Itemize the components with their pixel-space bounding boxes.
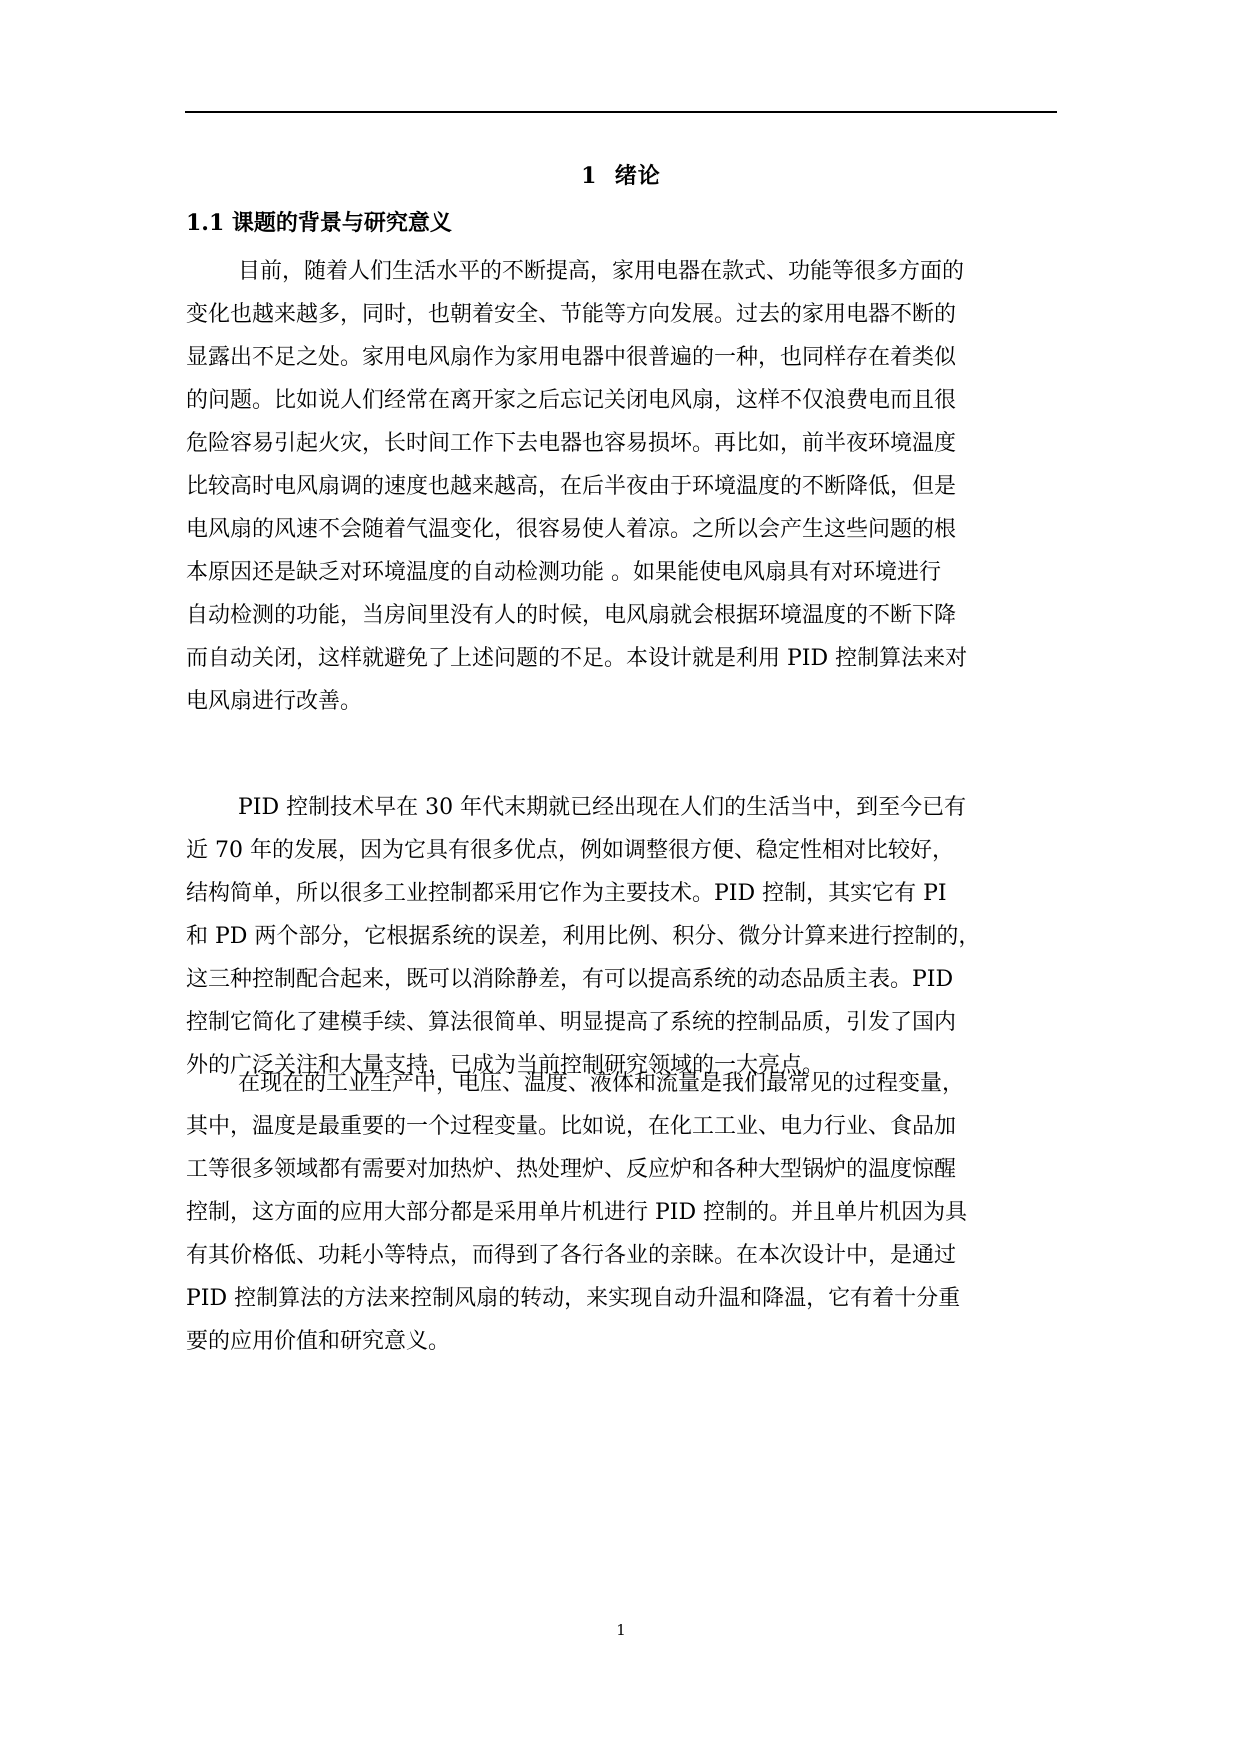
paragraph-line: PID 控制算法的方法来控制风扇的转动，来实现自动升温和降温，它有着十分重 — [186, 1286, 961, 1311]
paragraph-line: 显露出不足之处。家用电风扇作为家用电器中很普遍的一种，也同样存在着类似 — [186, 345, 957, 370]
header-rule — [185, 111, 1057, 113]
page-number: 1 — [616, 1621, 626, 1639]
paragraph-line: 要的应用价值和研究意义。 — [186, 1329, 451, 1354]
paragraph-line: 控制，这方面的应用大部分都是采用单片机进行 PID 控制的。并且单片机因为具 — [186, 1200, 968, 1225]
section-heading: 1.1 课题的背景与研究意义 — [186, 210, 452, 236]
paragraph-line: PID 控制技术早在 30 年代末期就已经出现在人们的生活当中，到至今已有 — [238, 795, 967, 820]
paragraph-line: 电风扇的风速不会随着气温变化，很容易使人着凉。之所以会产生这些问题的根 — [186, 517, 957, 542]
paragraph-line: 外的广泛关注和大量支持，已成为当前控制研究领域的一大亮点。 — [186, 1053, 825, 1078]
paragraph-2 — [186, 786, 1056, 1087]
paragraph-line: 结构简单，所以很多工业控制都采用它作为主要技术。PID 控制，其实它有 PI — [186, 881, 947, 906]
paragraph-line: 有其价格低、功耗小等特点，而得到了各行各业的亲睐。在本次设计中，是通过 — [186, 1243, 957, 1268]
paragraph-line: 自动检测的功能，当房间里没有人的时候，电风扇就会根据环境温度的不断下降 — [186, 603, 957, 628]
paragraph-line: 电风扇进行改善。 — [186, 689, 363, 714]
paragraph-line: 本原因还是缺乏对环境温度的自动检测功能 。如果能使电风扇具有对环境进行 — [186, 560, 941, 585]
paragraph-line: 其中，温度是最重要的一个过程变量。比如说，在化工工业、电力行业、食品加 — [186, 1114, 957, 1139]
paragraph-line: 的问题。比如说人们经常在离开家之后忘记关闭电风扇，这样不仅浪费电而且很 — [186, 388, 957, 413]
paragraph-line: 比较高时电风扇调的速度也越来越高，在后半夜由于环境温度的不断降低，但是 — [186, 474, 957, 499]
paragraph-line: 在现在的工业生产中，电压、温度、液体和流量是我们最常见的过程变量， — [238, 1071, 965, 1096]
paragraph-line: 近 70 年的发展，因为它具有很多优点，例如调整很方便、稳定性相对比较好， — [186, 838, 954, 863]
paragraph-line: 和 PD 两个部分，它根据系统的误差，利用比例、积分、微分计算来进行控制的， — [186, 924, 981, 949]
paragraph-line: 控制它简化了建模手续、算法很简单、明显提高了系统的控制品质，引发了国内 — [186, 1010, 957, 1035]
paragraph-line: 目前，随着人们生活水平的不断提高，家用电器在款式、功能等很多方面的 — [238, 259, 965, 284]
paragraph-1 — [186, 250, 1056, 723]
paragraph-line: 而自动关闭，这样就避免了上述问题的不足。本设计就是利用 PID 控制算法来对 — [186, 646, 968, 671]
paragraph-line: 工等很多领域都有需要对加热炉、热处理炉、反应炉和各种大型锅炉的温度惊醒 — [186, 1157, 957, 1182]
paragraph-line: 这三种控制配合起来，既可以消除静差，有可以提高系统的动态品质主表。PID — [186, 967, 954, 992]
paragraph-line: 变化也越来越多，同时，也朝着安全、节能等方向发展。过去的家用电器不断的 — [186, 302, 957, 327]
paragraph-line: 危险容易引起火灾，长时间工作下去电器也容易损坏。再比如，前半夜环境温度 — [186, 431, 957, 456]
paragraph-3 — [186, 1062, 1056, 1363]
chapter-title: 1 绪论 — [581, 163, 661, 189]
